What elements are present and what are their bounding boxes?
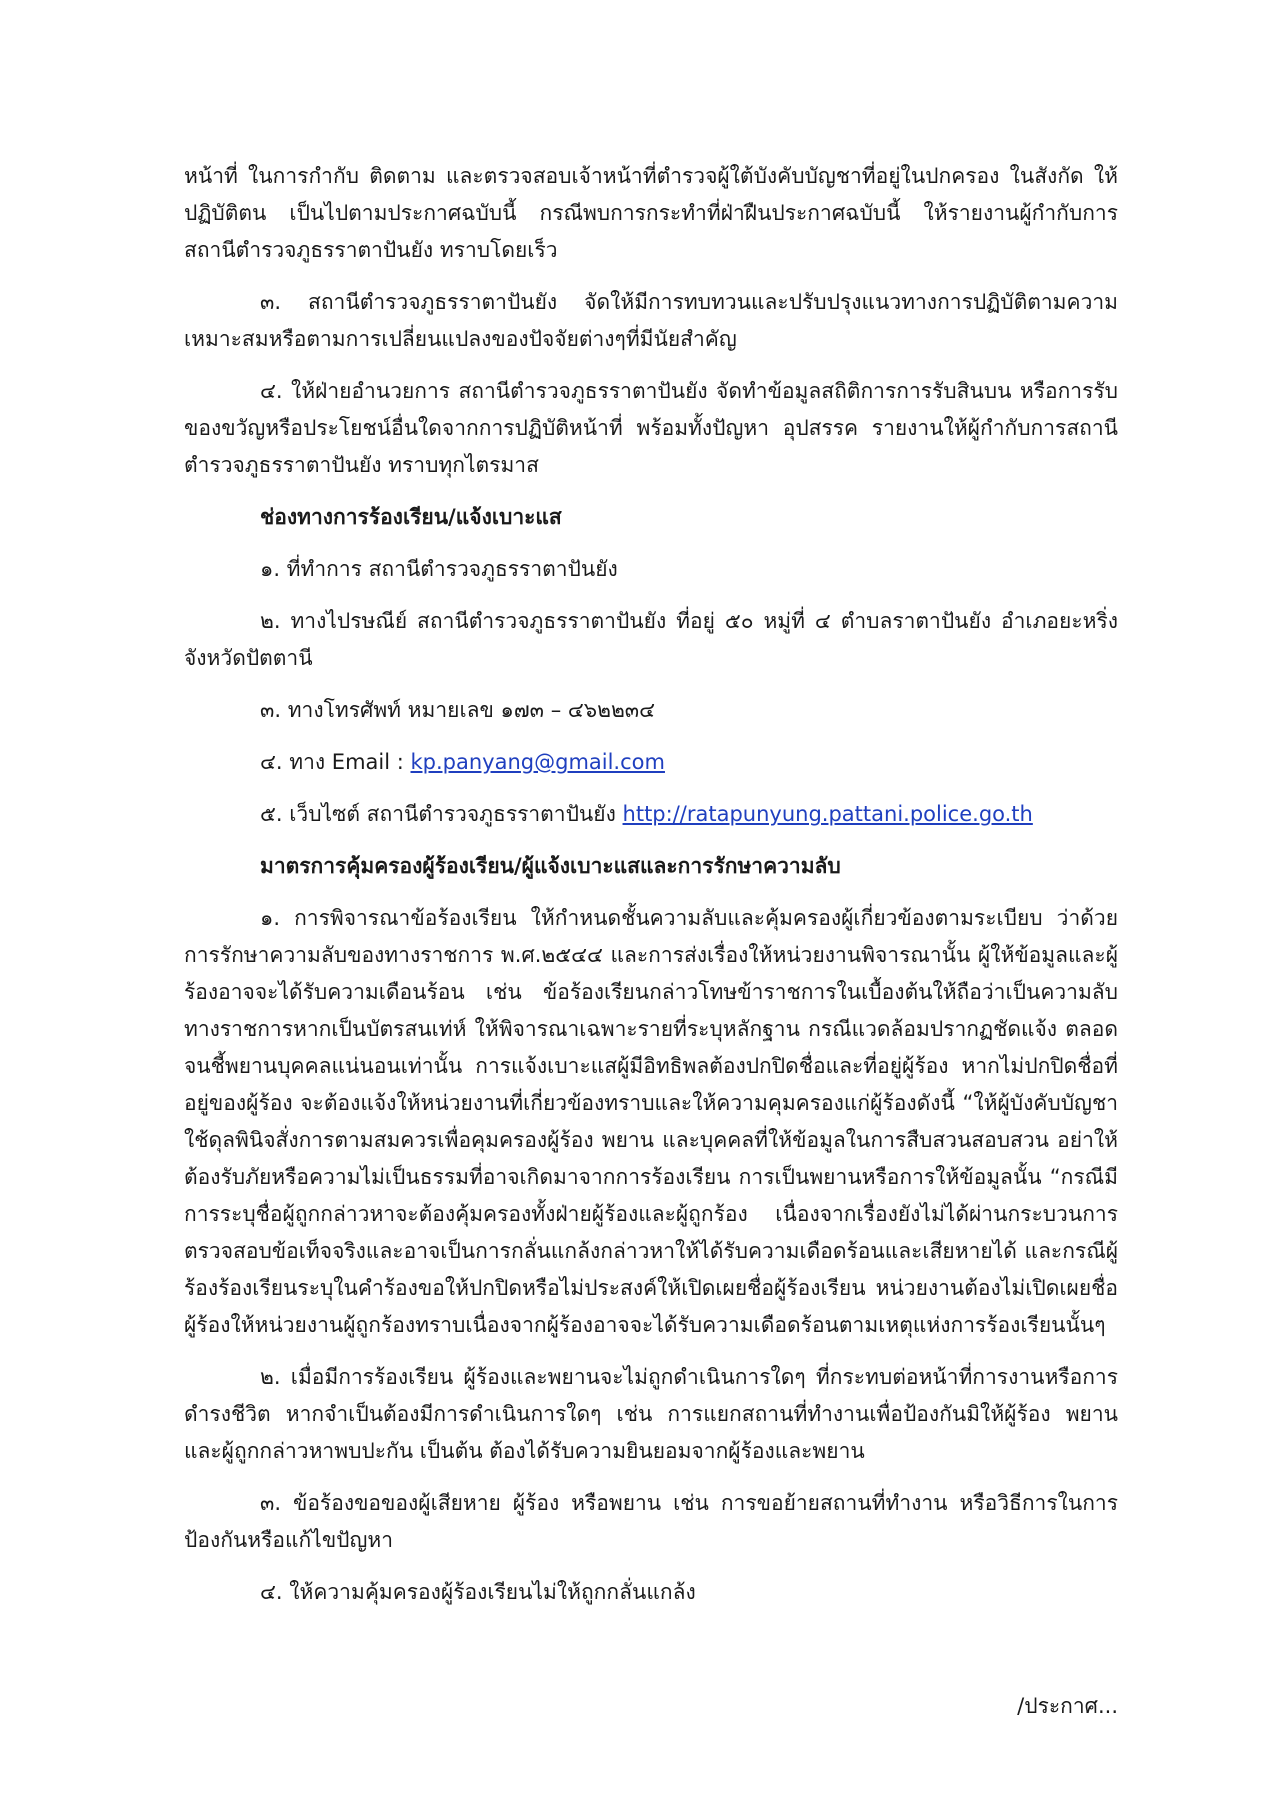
email-link[interactable]: kp.panyang@gmail.com <box>410 750 665 774</box>
protection-item-requests: ๓. ข้อร้องขอของผู้เสียหาย ผู้ร้อง หรือพยาน เช่น การขอย้ายสถานที่ทำงาน หรือวิธีการในการป้องกันหรือแก้ไขปัญหา <box>184 1491 1118 1552</box>
paragraph-duty-supervision: หน้าที่ ในการกำกับ ติดตาม และตรวจสอบเจ้าหน้าที่ตำรวจผู้ใต้บังคับบัญชาที่อยู่ในปกครอง ในสังกัด ให้ปฏิบัติตน เป็นไปตามประกาศฉบับนี้ กรณีพบการกระทำที่ฝ่าฝืนประกาศฉบับนี้ ให้รายงานผู้กำกับการสถานีตำรวจภูธรราตาปันยัง ทราบโดยเร็ว <box>184 164 1118 262</box>
channels-heading: ช่องทางการร้องเรียน/แจ้งเบาะแส <box>260 505 562 529</box>
channel-email <box>260 744 1118 781</box>
channel-website-label: ๕. เว็บไซต์ สถานีตำรวจภูธรราตาปันยัง <box>260 802 623 826</box>
channel-post: ๒. ทางไปรษณีย์ สถานีตำรวจภูธรราตาปันยัง ที่อยู่ ๕๐ หมู่ที่ ๔ ตำบลราตาปันยัง อำเภอยะหริ่ง จังหวัดปัตตานี <box>184 609 1118 670</box>
protection-item-no-harassment: ๔. ให้ความคุ้มครองผู้ร้องเรียนไม่ให้ถูกกลั่นแกล้ง <box>260 1580 696 1604</box>
protection-item-confidentiality: ๑. การพิจารณาข้อร้องเรียน ให้กำหนดชั้นความลับและคุ้มครองผู้เกี่ยวข้องตามระเบียบ ว่าด้วยการรักษาความลับของทางราชการ พ.ศ.๒๕๔๔ และการส่งเรื่องให้หน่วยงานพิจารณานั้น ผู้ให้ข้อมูลและผู้ร้องอาจจะได้รับความเดือนร้อน เช่น ข้อร้องเรียนกล่าวโทษข้าราชการในเบื้องต้นให้ถือว่าเป็นความลับทางราชการหากเป็นบัตรสนเท่ห์ ให้พิจารณาเฉพาะรายที่ระบุหลักฐาน กรณีแวดล้อมปรากฏชัดแจ้ง ตลอดจนชี้พยานบุคคลแน่นอนเท่านั้น การแจ้งเบาะแสผู้มีอิทธิพลต้องปกปิดชื่อและที่อยู่ผู้ร้อง หากไม่ปกปิดชื่อที่อยู่ของผู้ร้อง จะต้องแจ้งให้หน่วยงานที่เกี่ยวข้องทราบและให้ความคุมครองแก่ผู้ร้องดังนี้ “ให้ผู้บังคับบัญชาใช้ดุลพินิจสั่งการตามสมควรเพื่อคุมครองผู้ร้อง พยาน และบุคคลที่ให้ข้อมูลในการสืบสวนสอบสวน อย่าให้ต้องรับภัยหรือความไม่เป็นธรรมที่อาจเกิดมาจากการร้องเรียน การเป็นพยานหรือการให้ข้อมูลนั้น “กรณีมีการระบุชื่อผู้ถูกกล่าวหาจะต้องคุ้มครองทั้งฝ่ายผู้ร้องและผู้ถูกร้อง เนื่องจากเรื่องยังไม่ได้ผ่านกระบวนการตรวจสอบข้อเท็จจริงและอาจเป็นการกลั่นแกล้งกล่าวหาให้ได้รับความเดือดร้อนและเสียหายได้ และกรณีผู้ร้องร้องเรียนระบุในคำร้องขอให้ปกปิดหรือไม่ประสงค์ให้เปิดเผยชื่อผู้ร้องเรียน หน่วยงานต้องไม่เปิดเผยชื่อผู้ร้องให้หน่วยงานผู้ถูกร้องทราบเนื่องจากผู้ร้องอาจจะได้รับความเดือดร้อนตามเหตุแห่งการร้องเรียนนั้นๆ <box>184 906 1118 1337</box>
website-link[interactable]: http://ratapunyung.pattani.police.go.th <box>622 802 1033 826</box>
protection-heading: มาตรการคุ้มครองผู้ร้องเรียน/ผู้แจ้งเบาะแสและการรักษาความลับ <box>260 854 841 878</box>
channel-phone: ๓. ทางโทรศัพท์ หมายเลข ๑๗๓ – ๔๖๒๒๓๔ <box>260 698 656 722</box>
channel-website <box>260 796 1118 833</box>
document-body <box>184 158 1118 1626</box>
channel-email-label: ๔. ทาง Email : <box>260 750 411 774</box>
continuation-marker: /ประกาศ... <box>1017 1694 1118 1718</box>
channel-office: ๑. ที่ทำการ สถานีตำรวจภูธรราตาปันยัง <box>260 557 618 581</box>
paragraph-bribery-statistics: ๔. ให้ฝ่ายอำนวยการ สถานีตำรวจภูธรราตาปันยัง จัดทำข้อมูลสถิติการการรับสินบน หรือการรับของขวัญหรือประโยชน์อื่นใดจากการปฏิบัติหน้าที่ พร้อมทั้งปัญหา อุปสรรค รายงานให้ผู้กำกับการสถานีตำรวจภูธรราตาปันยัง ทราบทุกไตรมาส <box>184 379 1118 477</box>
protection-item-no-retaliation: ๒. เมื่อมีการร้องเรียน ผู้ร้องและพยานจะไม่ถูกดำเนินการใดๆ ที่กระทบต่อหน้าที่การงานหรือการดำรงชีวิต หากจำเป็นต้องมีการดำเนินการใดๆ เช่น การแยกสถานที่ทำงานเพื่อป้องกันมิให้ผู้ร้อง พยานและผู้ถูกกล่าวหาพบปะกัน เป็นต้น ต้องได้รับความยินยอมจากผู้ร้องและพยาน <box>184 1365 1118 1463</box>
paragraph-review-guidelines: ๓. สถานีตำรวจภูธรราตาปันยัง จัดให้มีการทบทวนและปรับปรุงแนวทางการปฏิบัติตามความเหมาะสมหรือตามการเปลี่ยนแปลงของปัจจัยต่างๆที่มีนัยสำคัญ <box>184 290 1118 351</box>
